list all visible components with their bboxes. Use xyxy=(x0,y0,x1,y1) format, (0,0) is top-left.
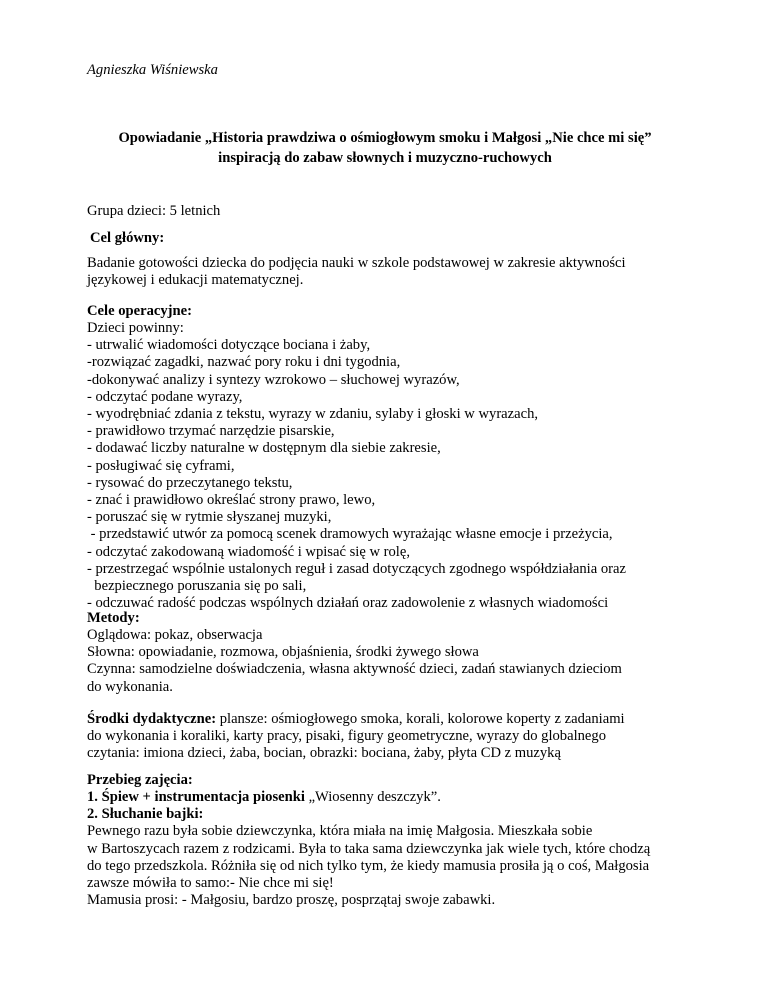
methods-heading: Metody: xyxy=(87,610,140,626)
operational-goal-line: -dokonywać analizy i syntezy wzrokowo – słuchowej wyrazów, xyxy=(87,371,460,388)
operational-goal-line: Dzieci powinny: xyxy=(87,320,184,336)
operational-goal-line: - poruszać się w rytmie słyszanej muzyki, xyxy=(87,509,332,526)
operational-goal-line: - odczytać podane wyrazy, xyxy=(87,388,243,405)
operational-goals-heading: Cele operacyjne: xyxy=(87,303,192,319)
lesson-step-1-song: „Wiosenny deszczyk”. xyxy=(304,789,441,805)
main-goal-line: językowej i edukacji matematycznej. xyxy=(87,272,304,289)
teaching-aids-section xyxy=(87,711,625,763)
teaching-aids-first-line-text: plansze: ośmiogłowego smoka, korali, kolorowe koperty z zadaniami xyxy=(216,711,625,727)
operational-goal-line: - przedstawić utwór za pomocą scenek dramowych wyrażając własne emocje i przeżycia, xyxy=(87,526,613,543)
method-line: Czynna: samodzielne doświadczenia, własna aktywność dzieci, zadań stawianych dzieciom xyxy=(87,661,622,678)
operational-goal-line: bezpiecznego poruszania się po sali, xyxy=(87,578,307,595)
operational-goal-line: - odczuwać radość podczas wspólnych działań oraz zadowolenie z własnych wiadomości xyxy=(87,595,609,612)
title-line-2: inspiracją do zabaw słownych i muzyczno-ruchowych xyxy=(218,150,552,166)
methods-list xyxy=(87,627,622,696)
operational-goal-line: - wyodrębniać zdania z tekstu, wyrazy w zdaniu, sylaby i głoski w wyrazach, xyxy=(87,406,539,423)
operational-goal-line: -rozwiązać zagadki, nazwać pory roku i dni tygodnia, xyxy=(87,354,401,371)
main-goal-text xyxy=(87,255,626,289)
story-line: w Bartoszycach razem z rodzicami. Była to taka sama dziewczynka jak wiele tych, które chodzą xyxy=(87,840,651,857)
operational-goal-line: - prawidłowo trzymać narzędzie pisarskie, xyxy=(87,423,335,440)
main-goal-heading: Cel główny: xyxy=(90,230,165,246)
lesson-step-1-title: 1. Śpiew + instrumentacja piosenki xyxy=(87,789,305,805)
title-line-1: Opowiadanie „Historia prawdziwa o ośmiogłowym smoku i Małgosi „Nie chce mi się” xyxy=(118,130,652,146)
story-line: Pewnego razu była sobie dziewczynka, która miała na imię Małgosia. Mieszkała sobie xyxy=(87,823,593,840)
method-line: do wykonania. xyxy=(87,678,173,695)
method-line: Oglądowa: pokaz, obserwacja xyxy=(87,627,263,643)
story-line: Mamusia prosi: - Małgosiu, bardzo proszę, posprzątaj swoje zabawki. xyxy=(87,892,496,909)
operational-goal-line: - przestrzegać wspólnie ustalonych reguł i zasad dotyczących zgodnego współdziałania oraz xyxy=(87,560,626,577)
method-line: Słowna: opowiadanie, rozmowa, objaśnienia, środki żywego słowa xyxy=(87,644,479,661)
story-line: zawsze mówiła to samo:- Nie chce mi się! xyxy=(87,875,334,892)
operational-goal-line: - posługiwać się cyframi, xyxy=(87,457,235,474)
operational-goal-line: - utrwalić wiadomości dotyczące bociana i żaby, xyxy=(87,337,371,354)
main-goal-line: Badanie gotowości dziecka do podjęcia nauki w szkole podstawowej w zakresie aktywności xyxy=(87,255,626,271)
teaching-aids-line: do wykonania i koraliki, karty pracy, pisaki, figury geometryczne, wyrazy do globalnego xyxy=(87,728,606,745)
group-info: Grupa dzieci: 5 letnich xyxy=(87,203,221,219)
story-line: do tego przedszkola. Różniła się od nich tylko tym, że kiedy mamusia prosiła ją o coś, Małgosia xyxy=(87,857,650,874)
teaching-aids-line: czytania: imiona dzieci, żaba, bocian, obrazki: bociana, żaby, płyta CD z muzyką xyxy=(87,745,561,762)
document-title xyxy=(87,128,683,168)
lesson-heading: Przebieg zajęcia: xyxy=(87,772,193,788)
lesson-step-2-title: 2. Słuchanie bajki: xyxy=(87,806,204,823)
operational-goals-list xyxy=(87,320,626,612)
teaching-aids-heading: Środki dydaktyczne: xyxy=(87,711,217,727)
operational-goal-line: - dodawać liczby naturalne w dostępnym dla siebie zakresie, xyxy=(87,440,441,457)
lesson-step-1 xyxy=(87,789,650,806)
lesson-body xyxy=(87,789,650,909)
operational-goal-line: - odczytać zakodowaną wiadomość i wpisać się w rolę, xyxy=(87,543,410,560)
operational-goal-line: - rysować do przeczytanego tekstu, xyxy=(87,474,293,491)
operational-goal-line: - znać i prawidłowo określać strony prawo, lewo, xyxy=(87,492,376,509)
teaching-aids-first-line xyxy=(87,711,625,728)
author-name: Agnieszka Wiśniewska xyxy=(87,62,218,78)
